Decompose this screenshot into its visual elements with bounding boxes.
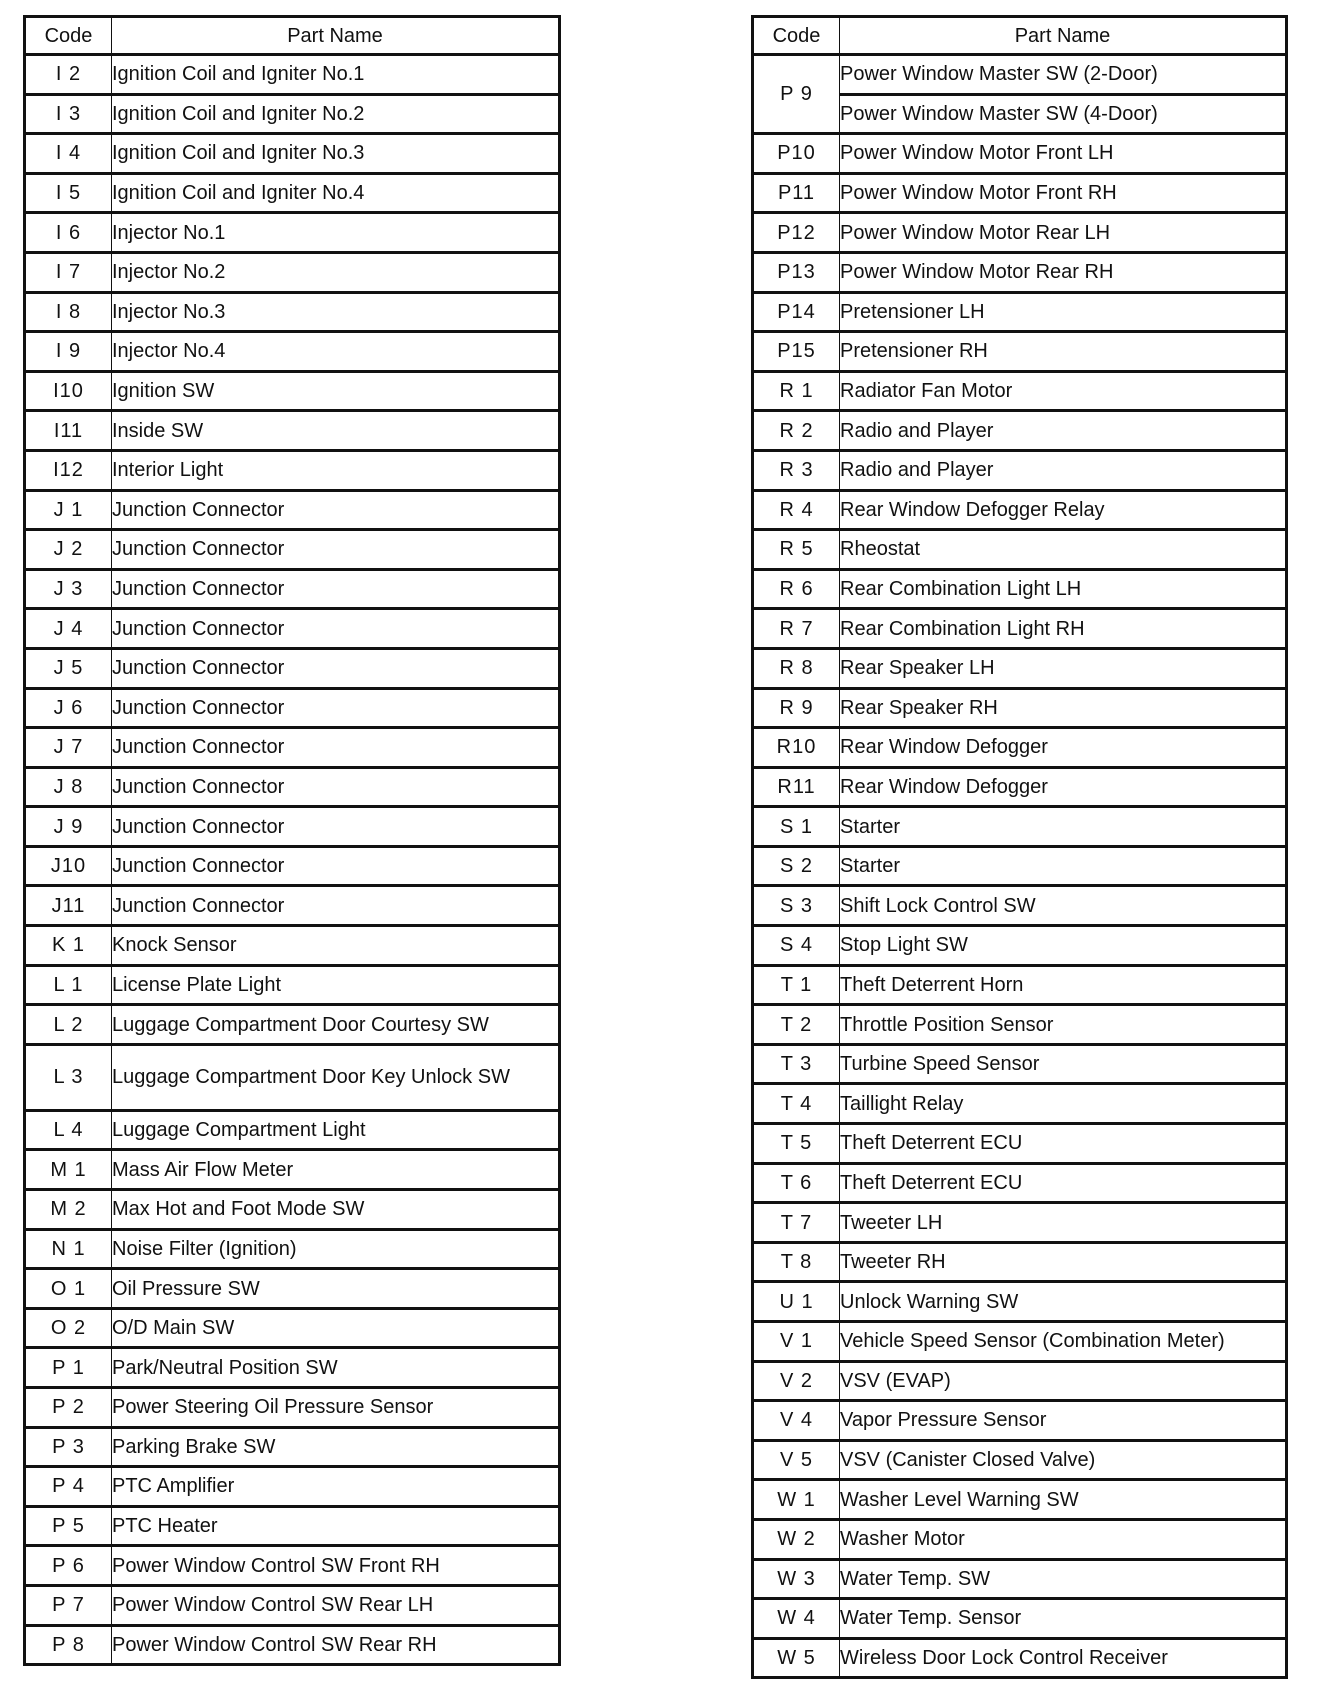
table-row [753, 1599, 1287, 1639]
table-row [753, 1163, 1287, 1203]
part-name: Theft Deterrent Horn [840, 965, 1287, 1005]
part-code: M 2 [25, 1190, 112, 1230]
part-code: I 9 [25, 332, 112, 372]
part-code: R11 [753, 767, 840, 807]
table-row [25, 134, 560, 174]
part-code: I12 [25, 450, 112, 490]
part-code: T 2 [753, 1005, 840, 1045]
part-name: Radiator Fan Motor [840, 371, 1287, 411]
part-code: L 4 [25, 1110, 112, 1150]
table-row [25, 411, 560, 451]
part-name: Ignition SW [112, 371, 560, 411]
part-code: J10 [25, 846, 112, 886]
part-name: O/D Main SW [112, 1308, 560, 1348]
part-code: P10 [753, 134, 840, 174]
part-name: Junction Connector [112, 569, 560, 609]
table-row [25, 1427, 560, 1467]
table-row [25, 213, 560, 253]
part-code: V 5 [753, 1440, 840, 1480]
part-code: P 1 [25, 1348, 112, 1388]
table-row [25, 371, 560, 411]
part-name: Vehicle Speed Sensor (Combination Meter) [840, 1322, 1287, 1362]
part-name: Injector No.1 [112, 213, 560, 253]
table-row [753, 1124, 1287, 1164]
table-row [753, 173, 1287, 213]
table-row [25, 1229, 560, 1269]
table-row [753, 807, 1287, 847]
part-code: T 4 [753, 1084, 840, 1124]
code-header: Code [25, 17, 112, 55]
part-code: P15 [753, 332, 840, 372]
part-code: K 1 [25, 926, 112, 966]
table-row [25, 1348, 560, 1388]
part-code: W 4 [753, 1599, 840, 1639]
table-row [25, 1044, 560, 1110]
part-name: VSV (EVAP) [840, 1361, 1287, 1401]
table-row [25, 688, 560, 728]
part-name: Ignition Coil and Igniter No.2 [112, 94, 560, 134]
header-row [25, 17, 560, 55]
table-row [25, 1005, 560, 1045]
table-row [753, 569, 1287, 609]
part-code: V 1 [753, 1322, 840, 1362]
part-name: Park/Neutral Position SW [112, 1348, 560, 1388]
table-row [753, 728, 1287, 768]
part-name: Power Window Master SW (4-Door) [840, 94, 1287, 134]
part-name: Tweeter RH [840, 1242, 1287, 1282]
part-name: Power Window Control SW Rear LH [112, 1585, 560, 1625]
part-name: Theft Deterrent ECU [840, 1163, 1287, 1203]
part-name: Luggage Compartment Light [112, 1110, 560, 1150]
part-code: P 3 [25, 1427, 112, 1467]
table-row [25, 94, 560, 134]
table-row [753, 213, 1287, 253]
table-row [753, 1005, 1287, 1045]
part-name: Starter [840, 846, 1287, 886]
part-name: Knock Sensor [112, 926, 560, 966]
table-row [25, 173, 560, 213]
part-code: R 5 [753, 530, 840, 570]
part-name: Junction Connector [112, 490, 560, 530]
part-name: Inside SW [112, 411, 560, 451]
part-name: Taillight Relay [840, 1084, 1287, 1124]
table-row [25, 1546, 560, 1586]
table-row [25, 728, 560, 768]
part-code: R 8 [753, 648, 840, 688]
part-name: Rheostat [840, 530, 1287, 570]
part-code: L 2 [25, 1005, 112, 1045]
part-code: W 1 [753, 1480, 840, 1520]
part-code: J 6 [25, 688, 112, 728]
table-row [25, 648, 560, 688]
part-name: Luggage Compartment Door Courtesy SW [112, 1005, 560, 1045]
part-name: Turbine Speed Sensor [840, 1044, 1287, 1084]
part-name: Junction Connector [112, 728, 560, 768]
part-code: R10 [753, 728, 840, 768]
part-code: W 3 [753, 1559, 840, 1599]
part-code: P14 [753, 292, 840, 332]
table-row [753, 846, 1287, 886]
part-name: Rear Window Defogger [840, 728, 1287, 768]
part-code: J 9 [25, 807, 112, 847]
part-name: Interior Light [112, 450, 560, 490]
part-name: Water Temp. Sensor [840, 1599, 1287, 1639]
part-name: Power Window Motor Rear LH [840, 213, 1287, 253]
part-name: Theft Deterrent ECU [840, 1124, 1287, 1164]
part-code: S 4 [753, 926, 840, 966]
table-row [25, 965, 560, 1005]
part-name: Junction Connector [112, 807, 560, 847]
table-row [753, 450, 1287, 490]
table-row [25, 1585, 560, 1625]
part-code: L 1 [25, 965, 112, 1005]
header-row [753, 17, 1287, 55]
part-name: Power Window Master SW (2-Door) [840, 55, 1287, 95]
table-row [25, 1110, 560, 1150]
part-code: W 2 [753, 1519, 840, 1559]
part-code: R 3 [753, 450, 840, 490]
table-row [25, 1308, 560, 1348]
part-name: Injector No.3 [112, 292, 560, 332]
part-code: I 3 [25, 94, 112, 134]
part-code: I 8 [25, 292, 112, 332]
table-row [25, 846, 560, 886]
part-code: R 1 [753, 371, 840, 411]
table-row [753, 1480, 1287, 1520]
part-code: I 5 [25, 173, 112, 213]
part-name: Luggage Compartment Door Key Unlock SW [112, 1044, 560, 1110]
table-row [753, 688, 1287, 728]
part-name: Throttle Position Sensor [840, 1005, 1287, 1045]
table-row [753, 530, 1287, 570]
part-name: Injector No.4 [112, 332, 560, 372]
part-name: Oil Pressure SW [112, 1269, 560, 1309]
table-row [753, 1203, 1287, 1243]
table-row [25, 926, 560, 966]
table-row [753, 252, 1287, 292]
part-name: Washer Level Warning SW [840, 1480, 1287, 1520]
table-row [25, 490, 560, 530]
table-row [753, 1361, 1287, 1401]
part-code: I 4 [25, 134, 112, 174]
part-name: Noise Filter (Ignition) [112, 1229, 560, 1269]
part-code: J 4 [25, 609, 112, 649]
part-code: I 6 [25, 213, 112, 253]
part-name: Rear Speaker LH [840, 648, 1287, 688]
part-code: V 2 [753, 1361, 840, 1401]
table-row [753, 1282, 1287, 1322]
table-row [753, 1242, 1287, 1282]
part-name: Mass Air Flow Meter [112, 1150, 560, 1190]
table-row [25, 886, 560, 926]
table-row [25, 1625, 560, 1665]
part-code: J 3 [25, 569, 112, 609]
code-header: Code [753, 17, 840, 55]
part-name: Tweeter LH [840, 1203, 1287, 1243]
table-row [753, 55, 1287, 95]
table-row [25, 292, 560, 332]
part-name: Injector No.2 [112, 252, 560, 292]
part-code: S 2 [753, 846, 840, 886]
part-name: PTC Amplifier [112, 1467, 560, 1507]
part-name: VSV (Canister Closed Valve) [840, 1440, 1287, 1480]
table-row [753, 886, 1287, 926]
table-row [753, 767, 1287, 807]
table-row [753, 1559, 1287, 1599]
part-code: T 7 [753, 1203, 840, 1243]
part-code: J 2 [25, 530, 112, 570]
table-row [25, 1467, 560, 1507]
part-code: P 6 [25, 1546, 112, 1586]
table-row [25, 1506, 560, 1546]
part-name: Washer Motor [840, 1519, 1287, 1559]
table-row [753, 1440, 1287, 1480]
table-row [25, 1150, 560, 1190]
part-code: N 1 [25, 1229, 112, 1269]
part-code: J 8 [25, 767, 112, 807]
part-code: I11 [25, 411, 112, 451]
part-name: Power Window Motor Front LH [840, 134, 1287, 174]
part-name: Rear Speaker RH [840, 688, 1287, 728]
part-name: Pretensioner LH [840, 292, 1287, 332]
table-row [25, 1269, 560, 1309]
part-name: Ignition Coil and Igniter No.4 [112, 173, 560, 213]
table-row [25, 450, 560, 490]
part-code: J 1 [25, 490, 112, 530]
part-name: Junction Connector [112, 688, 560, 728]
table-row [753, 292, 1287, 332]
part-code: V 4 [753, 1401, 840, 1441]
table-row [753, 490, 1287, 530]
table-row [753, 134, 1287, 174]
part-code: I 7 [25, 252, 112, 292]
table-row [753, 1401, 1287, 1441]
part-code: J11 [25, 886, 112, 926]
table-row [753, 1322, 1287, 1362]
table-row [753, 648, 1287, 688]
part-name: Junction Connector [112, 648, 560, 688]
part-name: Junction Connector [112, 609, 560, 649]
table-row [25, 530, 560, 570]
part-code: P11 [753, 173, 840, 213]
part-code: P 4 [25, 1467, 112, 1507]
table-row [753, 332, 1287, 372]
part-code: T 6 [753, 1163, 840, 1203]
part-name: Power Steering Oil Pressure Sensor [112, 1388, 560, 1428]
part-code: P13 [753, 252, 840, 292]
table-row [25, 767, 560, 807]
part-code: R 9 [753, 688, 840, 728]
part-code: O 2 [25, 1308, 112, 1348]
table-row [25, 252, 560, 292]
table-row [25, 1388, 560, 1428]
table-row [25, 609, 560, 649]
parts-table-right [751, 15, 1288, 1679]
part-name: Vapor Pressure Sensor [840, 1401, 1287, 1441]
part-name: Power Window Control SW Rear RH [112, 1625, 560, 1665]
part-code: M 1 [25, 1150, 112, 1190]
part-code: R 2 [753, 411, 840, 451]
table-row [753, 965, 1287, 1005]
part-name: Stop Light SW [840, 926, 1287, 966]
part-name: Rear Window Defogger [840, 767, 1287, 807]
part-code: P 7 [25, 1585, 112, 1625]
table-row [25, 807, 560, 847]
table-row [25, 55, 560, 95]
part-code: P 9 [753, 55, 840, 134]
part-name: Radio and Player [840, 411, 1287, 451]
part-name: Shift Lock Control SW [840, 886, 1287, 926]
table-row [25, 332, 560, 372]
part-code: O 1 [25, 1269, 112, 1309]
part-name: Wireless Door Lock Control Receiver [840, 1638, 1287, 1678]
part-code: J 7 [25, 728, 112, 768]
part-name: Power Window Motor Rear RH [840, 252, 1287, 292]
part-name: Junction Connector [112, 530, 560, 570]
table-row [25, 1190, 560, 1230]
part-code: L 3 [25, 1044, 112, 1110]
part-name: Power Window Motor Front RH [840, 173, 1287, 213]
part-name: Power Window Control SW Front RH [112, 1546, 560, 1586]
part-code: S 3 [753, 886, 840, 926]
table-row [753, 1638, 1287, 1678]
part-name: Junction Connector [112, 846, 560, 886]
part-name: Junction Connector [112, 767, 560, 807]
part-name-header: Part Name [112, 17, 560, 55]
part-code: W 5 [753, 1638, 840, 1678]
part-code: T 5 [753, 1124, 840, 1164]
part-name: Parking Brake SW [112, 1427, 560, 1467]
part-name: Max Hot and Foot Mode SW [112, 1190, 560, 1230]
part-code: T 3 [753, 1044, 840, 1084]
part-code: P12 [753, 213, 840, 253]
table-row [753, 371, 1287, 411]
part-name-header: Part Name [840, 17, 1287, 55]
part-code: P 2 [25, 1388, 112, 1428]
part-name: Radio and Player [840, 450, 1287, 490]
part-name: License Plate Light [112, 965, 560, 1005]
table-row [753, 1044, 1287, 1084]
table-row [753, 1084, 1287, 1124]
part-code: I 2 [25, 55, 112, 95]
part-name: Pretensioner RH [840, 332, 1287, 372]
part-code: P 8 [25, 1625, 112, 1665]
table-row [753, 411, 1287, 451]
part-code: U 1 [753, 1282, 840, 1322]
part-name: Starter [840, 807, 1287, 847]
part-code: T 8 [753, 1242, 840, 1282]
part-code: S 1 [753, 807, 840, 847]
part-code: P 5 [25, 1506, 112, 1546]
part-code: R 6 [753, 569, 840, 609]
part-name: Rear Combination Light LH [840, 569, 1287, 609]
part-code: J 5 [25, 648, 112, 688]
part-code: R 4 [753, 490, 840, 530]
part-name: Rear Window Defogger Relay [840, 490, 1287, 530]
table-row [753, 926, 1287, 966]
table-row [753, 1519, 1287, 1559]
part-name: Rear Combination Light RH [840, 609, 1287, 649]
part-name: Ignition Coil and Igniter No.3 [112, 134, 560, 174]
part-code: R 7 [753, 609, 840, 649]
part-name: Ignition Coil and Igniter No.1 [112, 55, 560, 95]
parts-table-left [23, 15, 561, 1666]
part-name: Water Temp. SW [840, 1559, 1287, 1599]
table-row [25, 569, 560, 609]
part-name: PTC Heater [112, 1506, 560, 1546]
part-name: Junction Connector [112, 886, 560, 926]
part-name: Unlock Warning SW [840, 1282, 1287, 1322]
table-row [753, 609, 1287, 649]
part-code: T 1 [753, 965, 840, 1005]
part-code: I10 [25, 371, 112, 411]
